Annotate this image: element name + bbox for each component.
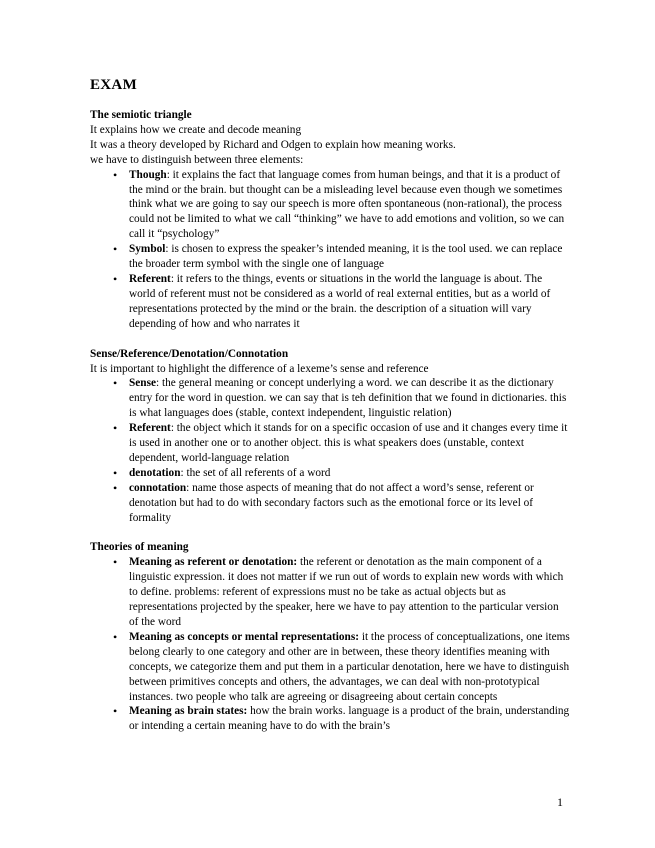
item-term: Sense: [129, 377, 156, 390]
list-item: [90, 466, 570, 481]
item-text: : it explains the fact that language comes from human beings, and that it is a product of the mind or the brain. but thought can be a misleading level because even though we sometimes think what we are going to say our speech is more often spontaneous (non-rational), the process could not be limited to what we call “thinking” we have to add emotions and volition, so we can call it “psychology”: [129, 168, 565, 241]
item-text: how the brain works. language is a product of the brain, understanding or intending a certain meaning have to do with the brain’s: [129, 705, 570, 733]
item-term: Meaning as referent or denotation:: [129, 556, 298, 569]
list-item: [90, 555, 570, 630]
intro-line: It is important to highlight the difference of a lexeme’s sense and reference: [90, 362, 429, 375]
bullet-list: [90, 555, 570, 734]
intro-line: we have to distinguish between three elements:: [90, 153, 304, 166]
document-body: [90, 76, 570, 749]
bullet-list: [90, 376, 570, 525]
section-sense-reference: [90, 347, 570, 526]
item-term: Symbol: [129, 243, 166, 256]
item-term: Referent: [129, 422, 171, 435]
intro-line: It was a theory developed by Richard and Odgen to explain how meaning works.: [90, 138, 456, 151]
item-term: Though: [129, 168, 167, 181]
list-item: [90, 704, 570, 734]
item-term: Meaning as brain states:: [129, 705, 248, 718]
list-item: [90, 630, 570, 705]
item-text: it the process of conceptualizations, one items belong clearly to one category and other are in between, these theory identifies meaning with concepts, we categorize them and put them in a particular denotation, here we have to distinguish between primitives concepts and others, the advantages, we can deal with non-prototypical instances. two people who talk are agreeing or disagreeing about certain concepts: [129, 630, 570, 703]
bullet-list: [90, 168, 570, 332]
item-text: : the general meaning or concept underlying a word. we can describe it as the dictionary entry for the word in question. we can say that is teh definition that we found in dictionaries. this is what languages does (stable, context independent, linguistic relation): [129, 377, 567, 420]
item-term: connotation: [129, 481, 187, 494]
section-theories-of-meaning: [90, 540, 570, 734]
item-text: : the object which it stands for on a specific occasion of use and it changes every time it is used in another one or to another object. this is what speakers does (unstable, context dependent, world-language relation: [129, 422, 568, 464]
section-semiotic-triangle: [90, 108, 570, 332]
list-item: [90, 376, 570, 421]
item-text: the referent or denotation as the main component of a linguistic expression. it does not matter if we run out of words to explain new words with which to define. problems: referent of expressions must no be take as actual objects but as representations projected by the speaker, here we have to pay attention to the particular version of the word: [129, 556, 564, 628]
section-heading: Sense/Reference/Denotation/Connotation: [90, 347, 289, 360]
list-item: [90, 168, 570, 243]
item-term: Referent: [129, 272, 171, 285]
list-item: [90, 272, 570, 332]
section-heading: The semiotic triangle: [90, 109, 192, 121]
page-number: 1: [557, 795, 563, 809]
intro-line: It explains how we create and decode meaning: [90, 123, 302, 136]
item-text: : name those aspects of meaning that do not affect a word’s sense, referent or denotation but had to do with secondary factors such as the emotional force or its level of formality: [129, 481, 534, 524]
list-item: [90, 421, 570, 466]
list-item: [90, 481, 570, 526]
document-title: EXAM: [90, 77, 138, 93]
item-term: denotation: [129, 466, 181, 479]
list-item: [90, 242, 570, 272]
item-term: Meaning as concepts or mental representations:: [129, 630, 359, 643]
item-text: : it refers to the things, events or situations in the world the language is about. The world of referent must not be considered as a world of real external entities, but as a world of representations protected by the mind or the brain. the description of a situation will vary depending of how and who narrates it: [129, 272, 551, 330]
item-text: : is chosen to express the speaker’s intended meaning, it is the tool used. we can replace the broader term symbol with the single one of language: [129, 243, 563, 271]
item-text: : the set of all referents of a word: [180, 466, 331, 479]
section-heading: Theories of meaning: [90, 541, 189, 554]
